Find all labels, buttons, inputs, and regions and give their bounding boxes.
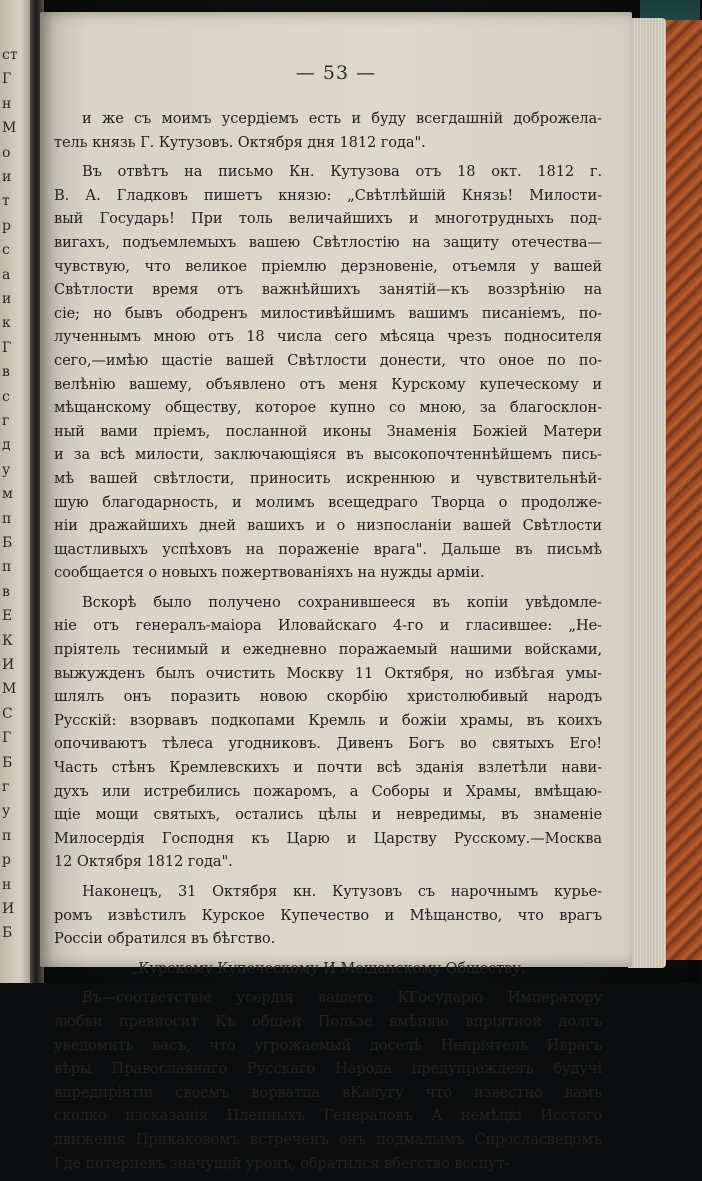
left-page-fragment: н [2, 876, 12, 893]
text-line: ромъ извѣстилъ Курское Купечество и Мѣщанство, что врагъ [54, 906, 602, 924]
text-line: вѣры Православнаго Русскаго Народа предупрежденъ будучі [54, 1060, 602, 1078]
left-page-fragment: м [2, 486, 13, 503]
letter-heading [54, 957, 602, 981]
text-line: впредпріятіи своемъ ворватца вКалугу что известно вамъ [54, 1083, 602, 1101]
left-page-fragment: о [2, 144, 11, 161]
left-page-fragment: а [2, 266, 11, 283]
left-page-fragment: р [2, 852, 11, 869]
left-page-fragment: Б [2, 925, 13, 942]
text-line: Наконецъ, 31 Октября кн. Кутузовъ съ нарочнымъ курье- [82, 883, 602, 900]
text-line: шую благодарность, и молимъ всещедраго Творца о продолже- [54, 493, 602, 511]
left-page-fragment: Г [2, 339, 12, 356]
text-line: сколко изсказанія Пленныхъ Генераловъ А немѣцкі Исстого [54, 1107, 602, 1125]
paragraph [54, 160, 602, 585]
left-page-fragment: г [2, 779, 10, 795]
text-line: Часть стѣнъ Кремлевскихъ и почти всѣ зданія взлетѣли нави- [54, 759, 602, 777]
text-line: ніе отъ генералъ-маіора Иловайскаго 4-го и гласившее: „Не- [54, 617, 602, 635]
paragraph [54, 986, 602, 1175]
left-page-fragment: Б [2, 754, 13, 771]
text-line: Вскорѣ было получено сохранившееся въ копіи увѣдомле- [82, 593, 602, 611]
left-page-fragment: И [2, 657, 15, 673]
text-line: щастливыхъ успѣховъ на пораженіе врага". Дальше въ письмѣ [54, 540, 602, 558]
text-line: Россіи обратился въ бѣгство. [54, 930, 276, 948]
text-line: вигахъ, подъемлемыхъ вашею Свѣтлостію на защиту отечества— [54, 233, 602, 251]
text-line: велѣнію вашему, объявлено отъ меня Курскому купеческому и [54, 375, 602, 393]
text-line: пріятель теснимый и ежедневно поражаемый нашими войсками, [54, 641, 602, 659]
left-page-fragment: с [2, 242, 10, 259]
left-page-fragment: С [2, 705, 13, 722]
left-page-fragment: у [2, 461, 11, 478]
text-line: сего,—имѣю щастіе вашей Свѣтлости донести, что оное по по- [54, 351, 602, 369]
text-line: В. А. Гладковъ пишетъ князю: „Свѣтлѣйшій Князь! Милости- [54, 186, 602, 204]
text-line: вый Государь! При толь величайшихъ и многотрудныхъ под- [54, 210, 602, 228]
paragraph [54, 107, 602, 154]
left-page-fragment: н [2, 95, 12, 112]
text-line: мѣщанскому обществу, которое купно со мною, за благосклон- [54, 399, 602, 417]
heading-line: „Курскому Купеческому И Мещанскому Обществу. [130, 959, 526, 977]
left-page-fragment: Б [2, 535, 13, 551]
book-cover-edge [664, 20, 702, 960]
left-page-fragment: в [2, 364, 10, 381]
left-page-fragment: и [2, 291, 12, 307]
text-line: Милосердія Господня къ Царю и Царству Русскому.—Москва [54, 829, 602, 847]
text-line: сообщается о новыхъ пожертвованіяхъ на нужды арміи. [54, 564, 485, 582]
paragraph-gap [54, 1175, 602, 1181]
left-page-fragment: п [2, 827, 12, 844]
page-number: — 53 — [295, 62, 377, 84]
text-line: Русскій: взорвавъ подкопами Кремль и божіи храмы, въ коихъ [54, 711, 602, 729]
text-line: и же съ моимъ усердіемъ есть и буду всегдашній доброжела- [82, 110, 602, 127]
left-page-fragment: д [2, 437, 11, 454]
text-line: мѣ вашей свѣтлости, приносить искреннюю и чувствительнѣй- [54, 469, 602, 487]
text-line: Где потерпевъ значущій уронъ, обратился вбегство всспут- [54, 1154, 510, 1172]
text-line: Въ—соответствіе усердія вашего КГосударю Императору [82, 989, 602, 1007]
page-edges [628, 18, 666, 968]
left-page-fragment: И [2, 901, 15, 917]
left-page-fragment: Е [2, 608, 13, 625]
text-line: 12 Октября 1812 года". [54, 853, 233, 871]
text-line: любви превносит Къ общей Пользе вмѣняю впріятной долгъ [54, 1012, 602, 1030]
left-page-fragment: с [2, 388, 10, 405]
left-page-fragment: т [2, 193, 10, 210]
text-line: сіе; но бывъ ободренъ милостивѣйшимъ вашимъ писаніемъ, по- [54, 304, 602, 322]
page-text [54, 107, 602, 1181]
left-page-fragment: Г [2, 71, 12, 88]
text-line: уведомить васъ, что угрожаемый доселѣ Непріятель Иврагъ [54, 1036, 602, 1054]
left-page-fragment: у [2, 803, 11, 820]
left-page-fragment: и [2, 169, 12, 185]
book-page [40, 12, 632, 1172]
text-line: щіе мощи святыхъ, остались цѣлы и невредимы, въ знаменіе [54, 806, 602, 824]
left-page-fragment: М [2, 681, 17, 698]
text-line: Свѣтлости время отъ важнѣйшихъ занятій—къ воззрѣнію на [54, 281, 602, 299]
paragraph [54, 591, 602, 874]
text-line: выжужденъ былъ очистить Москву 11 Октября, но избѣгая умы- [54, 664, 602, 682]
text-line: ніи дражайшихъ дней вашихъ и о низпосланіи вашей Свѣтлости [54, 517, 602, 535]
text-line: духъ или истребились пожаромъ, а Соборы и Храмы, вмѣщаю- [54, 782, 602, 800]
left-page-fragment: в [2, 583, 10, 600]
left-page-fragment: к [2, 315, 11, 332]
paragraph [54, 880, 602, 951]
text-line: Въ отвѣтъ на письмо Кн. Кутузова отъ 18 окт. 1812 г. [82, 163, 602, 181]
left-page-fragment: п [2, 559, 12, 576]
text-line: и за всѣ милости, заключающіяся въ высокопочтеннѣйшемъ пись- [54, 446, 602, 464]
left-page-fragment: п [2, 510, 12, 527]
left-page-fragment: К [2, 632, 13, 649]
text-line: ный вами пріемъ, посланной иконы Знаменія Божіей Матери [54, 422, 602, 440]
left-page-fragment: М [2, 120, 17, 137]
text-line: тель князь Г. Кутузовъ. Октября дня 1812 года". [54, 133, 426, 151]
text-line: движенія Прикаковомъ встреченъ онъ подмалымъ Сиросласвецомъ [54, 1130, 602, 1148]
left-page-fragment: ст [2, 47, 18, 63]
left-page-fragment: г [2, 413, 10, 429]
left-page-edge [0, 0, 34, 983]
text-line: шлялъ онъ поразить новою скорбію христолюбивый народъ [54, 688, 602, 706]
text-line: чувствую, что великое пріемлю дерзновеніе, отъемля у вашей [54, 257, 602, 275]
left-page-fragment: р [2, 217, 11, 234]
text-line: лученнымъ мною отъ 18 числа сего мѣсяца чрезъ подносителя [54, 328, 602, 346]
text-line: опочиваютъ тѣлеса угодниковъ. Дивенъ Богъ во святыхъ Его! [54, 735, 602, 753]
left-page-fragment: Г [2, 730, 12, 747]
